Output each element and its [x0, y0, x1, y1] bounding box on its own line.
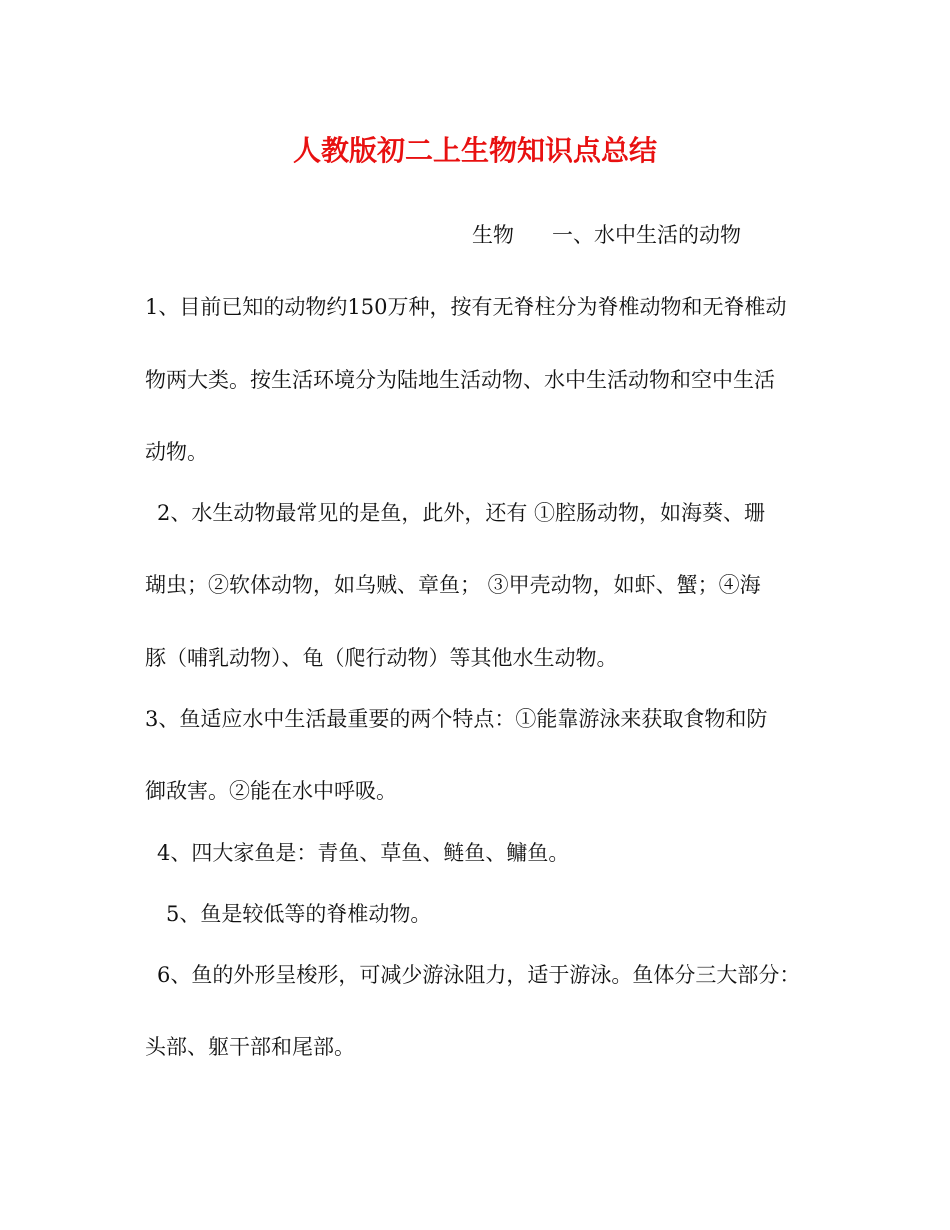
- section-heading: [472, 221, 741, 249]
- document-title: 人教版初二上生物知识点总结: [292, 134, 657, 167]
- paragraph-line: 2、水生动物最常见的是鱼，此外，还有 ①腔肠动物，如海葵、珊: [157, 501, 766, 525]
- subject-label: 生物: [472, 223, 514, 247]
- paragraph-line: 御敌害。②能在水中呼吸。: [145, 779, 397, 803]
- paragraph-line: 6、鱼的外形呈梭形，可减少游泳阻力，适于游泳。鱼体分三大部分：: [157, 963, 801, 987]
- paragraph-line: 动物。: [145, 440, 208, 464]
- paragraph-line: 1、目前已知的动物约150万种，按有无脊柱分为脊椎动物和无脊椎动: [145, 295, 787, 319]
- paragraph-line: 3、鱼适应水中生活最重要的两个特点：①能靠游泳来获取食物和防: [145, 707, 768, 731]
- paragraph-line: 头部、躯干部和尾部。: [145, 1035, 355, 1059]
- section-title: 一、水中生活的动物: [552, 223, 741, 247]
- paragraph-line: 4、四大家鱼是：青鱼、草鱼、鲢鱼、鳙鱼。: [157, 841, 570, 865]
- paragraph-line: 瑚虫；②软体动物，如乌贼、章鱼； ③甲壳动物，如虾、蟹；④海: [145, 573, 761, 597]
- paragraph-line: 物两大类。按生活环境分为陆地生活动物、水中生活动物和空中生活: [145, 368, 775, 392]
- paragraph-line: 豚（哺乳动物）、龟（爬行动物）等其他水生动物。: [145, 646, 618, 670]
- paragraph-line: 5、鱼是较低等的脊椎动物。: [166, 902, 432, 926]
